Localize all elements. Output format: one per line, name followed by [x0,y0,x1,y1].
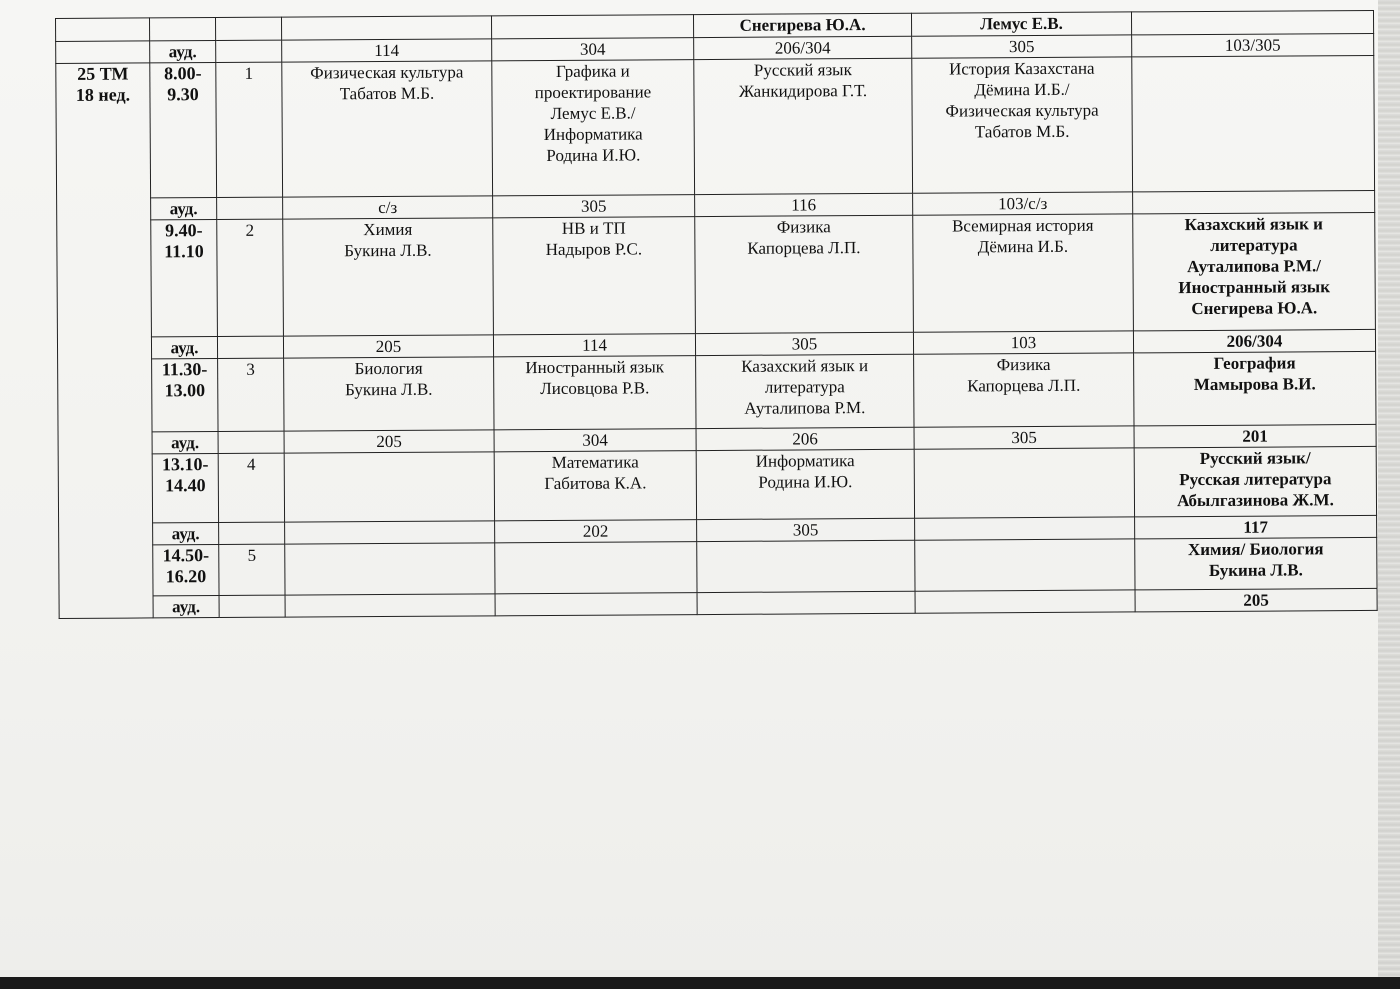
lesson-cell [695,215,914,333]
room-cell: 114 [493,334,695,357]
lesson-cell [1132,55,1375,191]
lesson-cell [912,57,1133,193]
lesson-text-line: Информатика [543,124,643,145]
lesson-text-line: Лемус Е.В./ [550,103,636,123]
lesson-text-line: Капорцева Л.П. [747,238,861,258]
lesson-cell [1134,446,1376,516]
lesson-text-line: История Казахстана [949,58,1095,79]
lesson-row [59,537,1377,596]
empty-cell [218,431,284,453]
time-line: 14.40 [165,475,206,496]
room-cell: 202 [495,520,697,543]
header-group-cell [56,18,150,42]
lesson-text-line: Математика [551,452,639,472]
room-cell: 205 [283,335,493,358]
time-line: 8.00- [164,63,202,84]
lesson-time [152,454,218,523]
lesson-text-line: Дёмина И.Б./ [974,79,1070,100]
room-cell: 206/304 [1133,329,1375,352]
lesson-number: 2 [217,219,284,336]
lesson-cell [284,452,494,522]
lesson-text-line: Казахский язык и [741,356,869,376]
time-line: 11.10 [164,241,204,262]
schedule-table [55,10,1378,619]
lesson-text-line: География [1213,353,1296,373]
lesson-text-line: Лисовцова Р.В. [540,378,650,399]
room-cell: с/з [283,196,493,219]
empty-cell [219,595,285,617]
room-cell: 205 [1135,588,1377,611]
room-cell: 103/с/з [913,192,1133,215]
lesson-cell [1133,212,1376,330]
lesson-time [150,63,217,198]
header-cell: Лемус Е.В. [911,12,1131,36]
room-cell [697,591,915,614]
lesson-cell [283,218,494,336]
lesson-text-line: Иностранный язык [525,357,665,378]
room-cell [495,593,697,616]
lesson-number: 1 [216,62,283,197]
group-week: 18 нед. [75,84,131,105]
lesson-row [57,212,1376,337]
room-cell: 116 [695,193,913,216]
empty-cell [217,197,283,219]
header-num-cell [216,17,282,40]
time-line: 13.10- [161,454,209,475]
lesson-cell [492,60,695,196]
lesson-number: 4 [218,453,284,522]
lesson-cell [697,540,915,592]
lesson-time [153,545,219,596]
room-cell: 305 [912,35,1132,58]
lesson-cell [284,357,494,431]
lesson-text-line: Физика [776,217,831,237]
lesson-text-line: Биология [354,358,423,379]
room-cell: 305 [697,518,915,541]
lesson-cell [696,449,914,519]
empty-cell [217,336,283,358]
lesson-text-line: Букина Л.В. [344,379,433,400]
scan-bottom-border [0,977,1400,989]
time-line: 11.30- [161,359,208,380]
header-cell [281,16,491,40]
lesson-text-line: Капорцева Л.П. [967,375,1081,396]
lesson-text-line: Графика и [555,61,630,81]
lesson-text-line: Жанкидирова Г.Т. [738,81,868,101]
lesson-text-line: Дёмина И.Б. [977,236,1069,257]
room-cell: 305 [914,426,1134,449]
lesson-text-line: Табатов М.Б. [974,121,1070,142]
empty-cell [216,40,282,62]
lesson-text-line: Информатика [755,451,855,471]
lesson-text-line: Снегирева Ю.А. [1191,298,1318,319]
lesson-row [56,55,1375,198]
lesson-text-line: Физика [996,354,1051,375]
lesson-number: 5 [219,544,285,595]
lesson-text-line: проектирование [534,82,652,103]
lesson-text-line: Физическая культура [945,100,1099,121]
header-cell [1131,10,1373,34]
aud-label: ауд. [151,337,217,359]
aud-label: ауд. [153,596,219,618]
lesson-cell [494,356,696,430]
lesson-text-line: Русский язык [753,60,852,80]
lesson-cell [1135,537,1377,589]
schedule-sheet [55,10,1377,619]
lesson-text-line: Физическая культура [310,62,464,83]
room-cell: 205 [284,430,494,453]
lesson-cell [915,539,1135,591]
room-cell: 114 [282,39,492,62]
header-cell: Снегирева Ю.А. [693,13,911,37]
header-time-cell [150,18,216,41]
lesson-text-line: НВ и ТП [561,218,626,238]
lesson-text-line: Родина И.Ю. [546,145,641,166]
lesson-text-line: Ауталипова Р.М./ [1187,256,1322,277]
lesson-text-line: Букина Л.В. [1208,560,1303,580]
room-cell [915,590,1135,613]
time-line: 16.20 [165,566,207,587]
lesson-text-line: литература [764,377,845,397]
lesson-text-line: Русская литература [1179,469,1332,490]
group-name: 25 ТМ [77,63,129,84]
lesson-text-line: Иностранный язык [1178,277,1331,298]
lesson-cell [696,354,914,428]
room-cell [285,521,495,544]
time-line: 9.30 [167,84,199,105]
lesson-text-line: Химия [363,219,413,240]
room-cell [285,594,495,617]
aud-label: ауд. [150,41,216,63]
lesson-cell [1134,351,1376,425]
lesson-text-line: Абылгазинова Ж.М. [1177,490,1334,511]
room-cell: 305 [695,332,913,355]
room-cell: 201 [1134,424,1376,447]
room-cell: 304 [494,429,696,452]
room-cell: 103 [913,331,1133,354]
room-cell [1133,190,1375,213]
lesson-cell [282,61,493,197]
room-cell: 206/304 [694,36,912,59]
lesson-number: 3 [218,358,284,431]
scan-edge [1378,0,1400,989]
lesson-cell [913,214,1134,332]
lesson-text-line: Мамырова В.И. [1193,374,1316,395]
room-cell: 206 [696,427,914,450]
lesson-time [151,220,218,337]
lesson-cell [285,543,495,595]
lesson-cell [494,451,696,521]
lesson-cell [914,448,1134,518]
lesson-time [152,359,218,432]
group-cell [56,63,153,619]
lesson-cell [914,353,1134,427]
aud-label: ауд. [151,198,217,220]
room-cell: 117 [1135,515,1377,538]
lesson-cell [493,217,696,335]
lesson-text-line: Табатов М.Б. [339,83,435,104]
group-cell-top [56,41,150,64]
empty-cell [219,522,285,544]
aud-label: ауд. [153,523,219,545]
lesson-row [58,351,1376,432]
lesson-text-line: Химия/ Биология [1187,539,1324,560]
lesson-text-line: Казахский язык и [1184,214,1323,235]
aud-label: ауд. [152,432,218,454]
lesson-text-line: Надыров Р.С. [545,239,643,260]
time-line: 9.40- [164,220,203,241]
lesson-text-line: литература [1210,235,1298,255]
room-cell [915,517,1135,540]
room-cell: 304 [492,38,694,61]
lesson-text-line: Родина И.Ю. [758,472,853,492]
lesson-text-line: Ауталипова Р.М. [744,398,866,418]
header-cell [491,15,693,39]
lesson-text-line: Всемирная история [951,215,1094,236]
time-line: 14.50- [162,545,210,566]
lesson-text-line: Букина Л.В. [344,240,432,261]
time-line: 13.00 [164,380,206,401]
lesson-row [58,446,1376,523]
room-cell: 103/305 [1132,33,1374,56]
lesson-cell [694,58,913,194]
lesson-text-line: Габитова К.А. [544,473,647,494]
lesson-cell [495,542,697,594]
room-cell: 305 [493,195,695,218]
lesson-text-line: Русский язык/ [1199,448,1311,469]
